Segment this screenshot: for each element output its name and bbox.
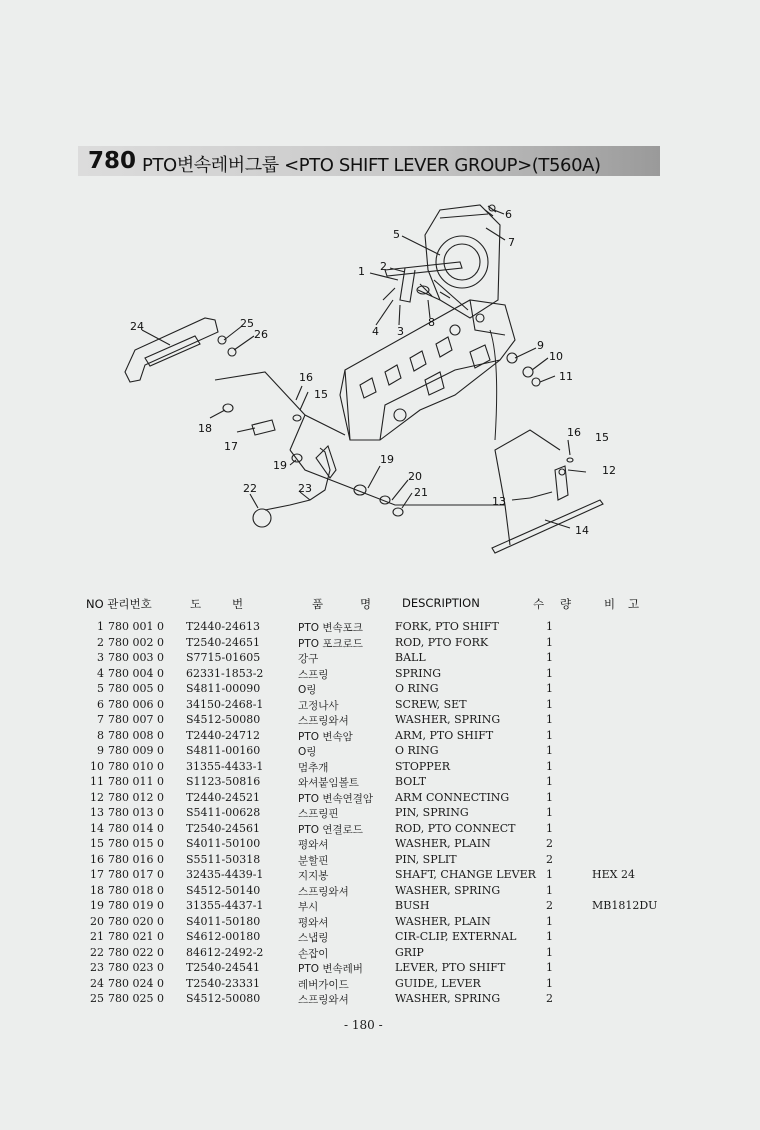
cell-no: 9 — [97, 744, 104, 757]
callout-5: 5 — [393, 228, 400, 241]
table-row — [0, 620, 760, 636]
cell-desc: WASHER, PLAIN — [395, 837, 491, 850]
cell-no: 10 — [90, 759, 104, 773]
cell-code: 780 008 0 — [108, 728, 164, 742]
cell-desc: BUSH — [395, 899, 430, 912]
cell-qty: 1 — [546, 914, 553, 928]
cell-drawing: 84612-2492-2 — [186, 945, 264, 959]
cell-no: 22 — [90, 945, 104, 959]
cell-no: 25 — [90, 992, 104, 1005]
cell-code: 780 013 0 — [108, 806, 164, 819]
cell-desc: ROD, PTO FORK — [395, 635, 489, 649]
cell-drawing: T2540-24541 — [186, 961, 261, 974]
cell-code: 780 025 0 — [108, 992, 164, 1005]
table-row — [0, 744, 760, 760]
cell-code: 780 019 0 — [108, 899, 164, 912]
cell-code: 780 022 0 — [108, 945, 164, 959]
cell-code: 780 016 0 — [108, 852, 164, 866]
cell-drawing: 31355-4437-1 — [186, 899, 264, 912]
cell-drawing: S4612-00180 — [186, 930, 261, 943]
cell-code: 780 006 0 — [108, 697, 164, 711]
cell-desc: CIR-CLIP, EXTERNAL — [395, 930, 517, 943]
cell-qty: 1 — [546, 713, 553, 726]
callout-21: 21 — [414, 486, 428, 499]
callout-15: 15 — [314, 388, 328, 401]
cell-name-kr: PTO 변속연결암 — [298, 792, 374, 805]
cell-desc: PIN, SPRING — [395, 806, 469, 819]
cell-name-kr: PTO 변속레버 — [298, 963, 363, 975]
cell-no: 4 — [97, 666, 104, 680]
cell-drawing: S4011-50180 — [186, 914, 261, 928]
col-remark-2: 고 — [628, 597, 640, 611]
cell-desc: LEVER, PTO SHIFT — [395, 961, 506, 974]
cell-name-kr: 스프링핀 — [298, 808, 339, 820]
table-row — [0, 946, 760, 962]
cell-qty: 1 — [546, 651, 553, 664]
cell-qty: 1 — [546, 620, 553, 633]
table-row — [0, 853, 760, 869]
cell-drawing: T2440-24712 — [186, 728, 261, 742]
cell-desc: SHAFT, CHANGE LEVER — [395, 868, 536, 881]
cell-qty: 1 — [546, 976, 553, 990]
cell-code: 780 024 0 — [108, 976, 164, 990]
table-row — [0, 977, 760, 993]
cell-desc: WASHER, SPRING — [395, 713, 501, 726]
callout-2: 2 — [380, 260, 387, 273]
cell-code: 780 020 0 — [108, 914, 164, 928]
cell-drawing: S7715-01605 — [186, 651, 261, 664]
col-no-code: NO 관리번호 — [86, 597, 152, 611]
cell-no: 18 — [90, 883, 104, 897]
table-row — [0, 791, 760, 807]
col-description: DESCRIPTION — [402, 596, 480, 610]
cell-no: 2 — [97, 635, 104, 649]
cell-qty: 1 — [546, 744, 553, 757]
callout-17: 17 — [224, 440, 238, 453]
cell-name-kr: O링 — [298, 746, 317, 758]
cell-name-kr: 지지봉 — [298, 870, 329, 882]
cell-code: 780 007 0 — [108, 713, 164, 726]
table-row — [0, 868, 760, 884]
cell-code: 780 012 0 — [108, 790, 164, 804]
cell-desc: BALL — [395, 651, 426, 664]
cell-no: 14 — [90, 821, 104, 835]
cell-drawing: S1123-50816 — [186, 775, 261, 788]
cell-drawing: S4512-50080 — [186, 713, 261, 726]
cell-qty: 1 — [546, 759, 553, 773]
cell-name-kr: 스프링와셔 — [298, 715, 349, 727]
page-number: - 180 - — [344, 1018, 383, 1032]
cell-code: 780 009 0 — [108, 744, 164, 757]
table-row — [0, 729, 760, 745]
cell-name-kr: PTO 변속포크 — [298, 622, 363, 634]
cell-name-kr: 손잡이 — [298, 947, 329, 960]
cell-code: 780 003 0 — [108, 651, 164, 664]
cell-name-kr: O링 — [298, 684, 317, 696]
table-row — [0, 775, 760, 791]
cell-name-kr: 레버가이드 — [298, 978, 349, 991]
callout-20: 20 — [408, 470, 422, 483]
col-name-2: 명 — [360, 597, 372, 611]
cell-name-kr: 스프링와셔 — [298, 994, 349, 1006]
cell-qty: 1 — [546, 666, 553, 680]
cell-qty: 2 — [546, 837, 553, 850]
col-drawing-1: 도 — [190, 597, 202, 611]
cell-name-kr: 멈추개 — [298, 761, 329, 774]
cell-code: 780 014 0 — [108, 821, 164, 835]
cell-desc: WASHER, SPRING — [395, 992, 501, 1005]
cell-name-kr: 부시 — [298, 901, 319, 913]
callout-9: 9 — [537, 339, 544, 352]
cell-desc: ROD, PTO CONNECT — [395, 821, 516, 835]
cell-qty: 1 — [546, 682, 553, 695]
callout-23: 23 — [298, 482, 312, 495]
table-row — [0, 651, 760, 667]
cell-desc: SPRING — [395, 666, 441, 680]
table-row — [0, 822, 760, 838]
callout-19b: 19 — [380, 453, 394, 466]
cell-drawing: S4011-50100 — [186, 837, 261, 850]
cell-no: 17 — [90, 868, 104, 881]
table-row — [0, 899, 760, 915]
cell-desc: GRIP — [395, 945, 424, 959]
callout-26: 26 — [254, 328, 268, 341]
cell-qty: 1 — [546, 945, 553, 959]
cell-drawing: S4811-00090 — [186, 682, 261, 695]
callout-18: 18 — [198, 422, 212, 435]
table-row — [0, 961, 760, 977]
callout-8: 8 — [428, 316, 435, 329]
cell-qty: 2 — [546, 899, 553, 912]
cell-code: 780 017 0 — [108, 868, 164, 881]
cell-name-kr: 스냅링 — [298, 932, 329, 944]
callout-10: 10 — [549, 350, 563, 363]
col-qty-2: 량 — [560, 597, 572, 611]
col-remark-1: 비 — [604, 597, 616, 611]
cell-desc: O RING — [395, 682, 439, 695]
cell-desc: GUIDE, LEVER — [395, 976, 481, 990]
cell-desc: FORK, PTO SHIFT — [395, 620, 499, 633]
cell-code: 780 002 0 — [108, 635, 164, 649]
cell-name-kr: 평와셔 — [298, 839, 329, 851]
callout-25: 25 — [240, 317, 254, 330]
cell-drawing: S4512-50140 — [186, 883, 261, 897]
page-title: PTO변속레버그룹 <PTO SHIFT LEVER GROUP>(T560A) — [142, 155, 601, 176]
cell-drawing: 32435-4439-1 — [186, 868, 264, 881]
cell-no: 15 — [90, 837, 104, 850]
cell-name-kr: 강구 — [298, 653, 319, 665]
callout-1: 1 — [358, 265, 365, 278]
callout-7: 7 — [508, 236, 515, 249]
table-row — [0, 760, 760, 776]
cell-drawing: T2440-24613 — [186, 620, 261, 633]
cell-qty: 1 — [546, 883, 553, 897]
cell-no: 8 — [97, 728, 104, 742]
cell-drawing: 34150-2468-1 — [186, 697, 264, 711]
col-name-1: 품 — [312, 597, 324, 611]
cell-no: 6 — [97, 697, 104, 711]
callout-6: 6 — [505, 208, 512, 221]
table-row — [0, 636, 760, 652]
cell-drawing: S5411-00628 — [186, 806, 261, 819]
cell-qty: 1 — [546, 930, 553, 943]
cell-drawing: 62331-1853-2 — [186, 666, 264, 680]
cell-code: 780 004 0 — [108, 666, 164, 680]
cell-code: 780 005 0 — [108, 682, 164, 695]
cell-drawing: 31355-4433-1 — [186, 759, 264, 773]
col-drawing-2: 번 — [232, 597, 244, 611]
cell-remark: HEX 24 — [592, 868, 635, 881]
pto-shift-lever — [265, 448, 330, 510]
cell-qty: 1 — [546, 821, 553, 835]
cell-name-kr: PTO 변속암 — [298, 730, 353, 743]
table-row — [0, 992, 760, 1008]
table-row — [0, 667, 760, 683]
cell-desc: O RING — [395, 744, 439, 757]
callout-22: 22 — [243, 482, 257, 495]
cell-no: 5 — [97, 682, 104, 695]
col-qty-1: 수 — [533, 597, 545, 611]
cell-desc: WASHER, PLAIN — [395, 914, 491, 928]
cell-qty: 1 — [546, 635, 553, 649]
cell-name-kr: 평와셔 — [298, 916, 329, 929]
cell-code: 780 010 0 — [108, 759, 164, 773]
cell-qty: 2 — [546, 852, 553, 866]
table-row — [0, 837, 760, 853]
cell-code: 780 021 0 — [108, 930, 164, 943]
group-number: 780 — [88, 148, 137, 174]
cell-code: 780 018 0 — [108, 883, 164, 897]
cell-name-kr: 와셔붙임볼트 — [298, 777, 359, 789]
cell-no: 24 — [90, 976, 104, 990]
cell-qty: 1 — [546, 775, 553, 788]
cell-qty: 1 — [546, 790, 553, 804]
cell-drawing: S5511-50318 — [186, 852, 261, 866]
cell-drawing: T2440-24521 — [186, 790, 261, 804]
table-row — [0, 930, 760, 946]
cell-name-kr: 스프링 — [298, 668, 329, 681]
cell-no: 1 — [97, 620, 104, 633]
callout-11: 11 — [559, 370, 573, 383]
callout-13: 13 — [492, 495, 506, 508]
table-row — [0, 682, 760, 698]
cell-desc: STOPPER — [395, 759, 451, 773]
grip — [253, 509, 271, 527]
callout-16: 16 — [299, 371, 313, 384]
callout-16b: 16 — [567, 426, 581, 439]
cell-no: 20 — [90, 914, 104, 928]
cell-no: 19 — [90, 899, 104, 912]
cell-no: 3 — [97, 651, 104, 664]
table-row — [0, 915, 760, 931]
cell-drawing: S4811-00160 — [186, 744, 261, 757]
table-row — [0, 884, 760, 900]
callout-3: 3 — [397, 325, 404, 338]
table-row — [0, 806, 760, 822]
callout-19: 19 — [273, 459, 287, 472]
cell-name-kr: 고정나사 — [298, 699, 339, 712]
table-header — [0, 596, 760, 614]
cell-desc: WASHER, SPRING — [395, 883, 501, 897]
cell-name-kr: 스프링와셔 — [298, 885, 349, 898]
cell-desc: ARM CONNECTING — [395, 790, 510, 804]
cell-qty: 1 — [546, 806, 553, 819]
cell-qty: 1 — [546, 961, 553, 974]
cell-code: 780 001 0 — [108, 620, 164, 633]
cell-desc: ARM, PTO SHIFT — [395, 728, 494, 742]
cell-drawing: T2540-23331 — [186, 976, 261, 990]
callout-12: 12 — [602, 464, 616, 477]
cell-no: 12 — [90, 790, 104, 804]
cell-no: 23 — [90, 961, 104, 974]
cell-desc: PIN, SPLIT — [395, 852, 457, 866]
cell-no: 16 — [90, 852, 104, 866]
callout-4: 4 — [372, 325, 379, 338]
cell-no: 21 — [90, 930, 104, 943]
cell-code: 780 023 0 — [108, 961, 164, 974]
cell-qty: 1 — [546, 697, 553, 711]
cell-drawing: T2540-24561 — [186, 821, 261, 835]
cell-code: 780 015 0 — [108, 837, 164, 850]
cell-qty: 1 — [546, 868, 553, 881]
cell-qty: 2 — [546, 992, 553, 1005]
cell-qty: 1 — [546, 728, 553, 742]
cell-name-kr: PTO 연결로드 — [298, 823, 363, 836]
table-row — [0, 713, 760, 729]
callout-14: 14 — [575, 524, 589, 537]
cell-desc: BOLT — [395, 775, 427, 788]
cell-remark: MB1812DU — [592, 899, 658, 912]
cell-drawing: S4512-50080 — [186, 992, 261, 1005]
cell-no: 7 — [97, 713, 104, 726]
cell-desc: SCREW, SET — [395, 697, 467, 711]
cell-no: 11 — [90, 775, 104, 788]
cell-no: 13 — [90, 806, 104, 819]
cell-name-kr: 분할핀 — [298, 854, 329, 867]
callout-24: 24 — [130, 320, 144, 333]
table-row — [0, 698, 760, 714]
cell-code: 780 011 0 — [108, 775, 164, 788]
callout-15b: 15 — [595, 431, 609, 444]
cell-drawing: T2540-24651 — [186, 635, 261, 649]
cell-name-kr: PTO 포크로드 — [298, 637, 363, 650]
